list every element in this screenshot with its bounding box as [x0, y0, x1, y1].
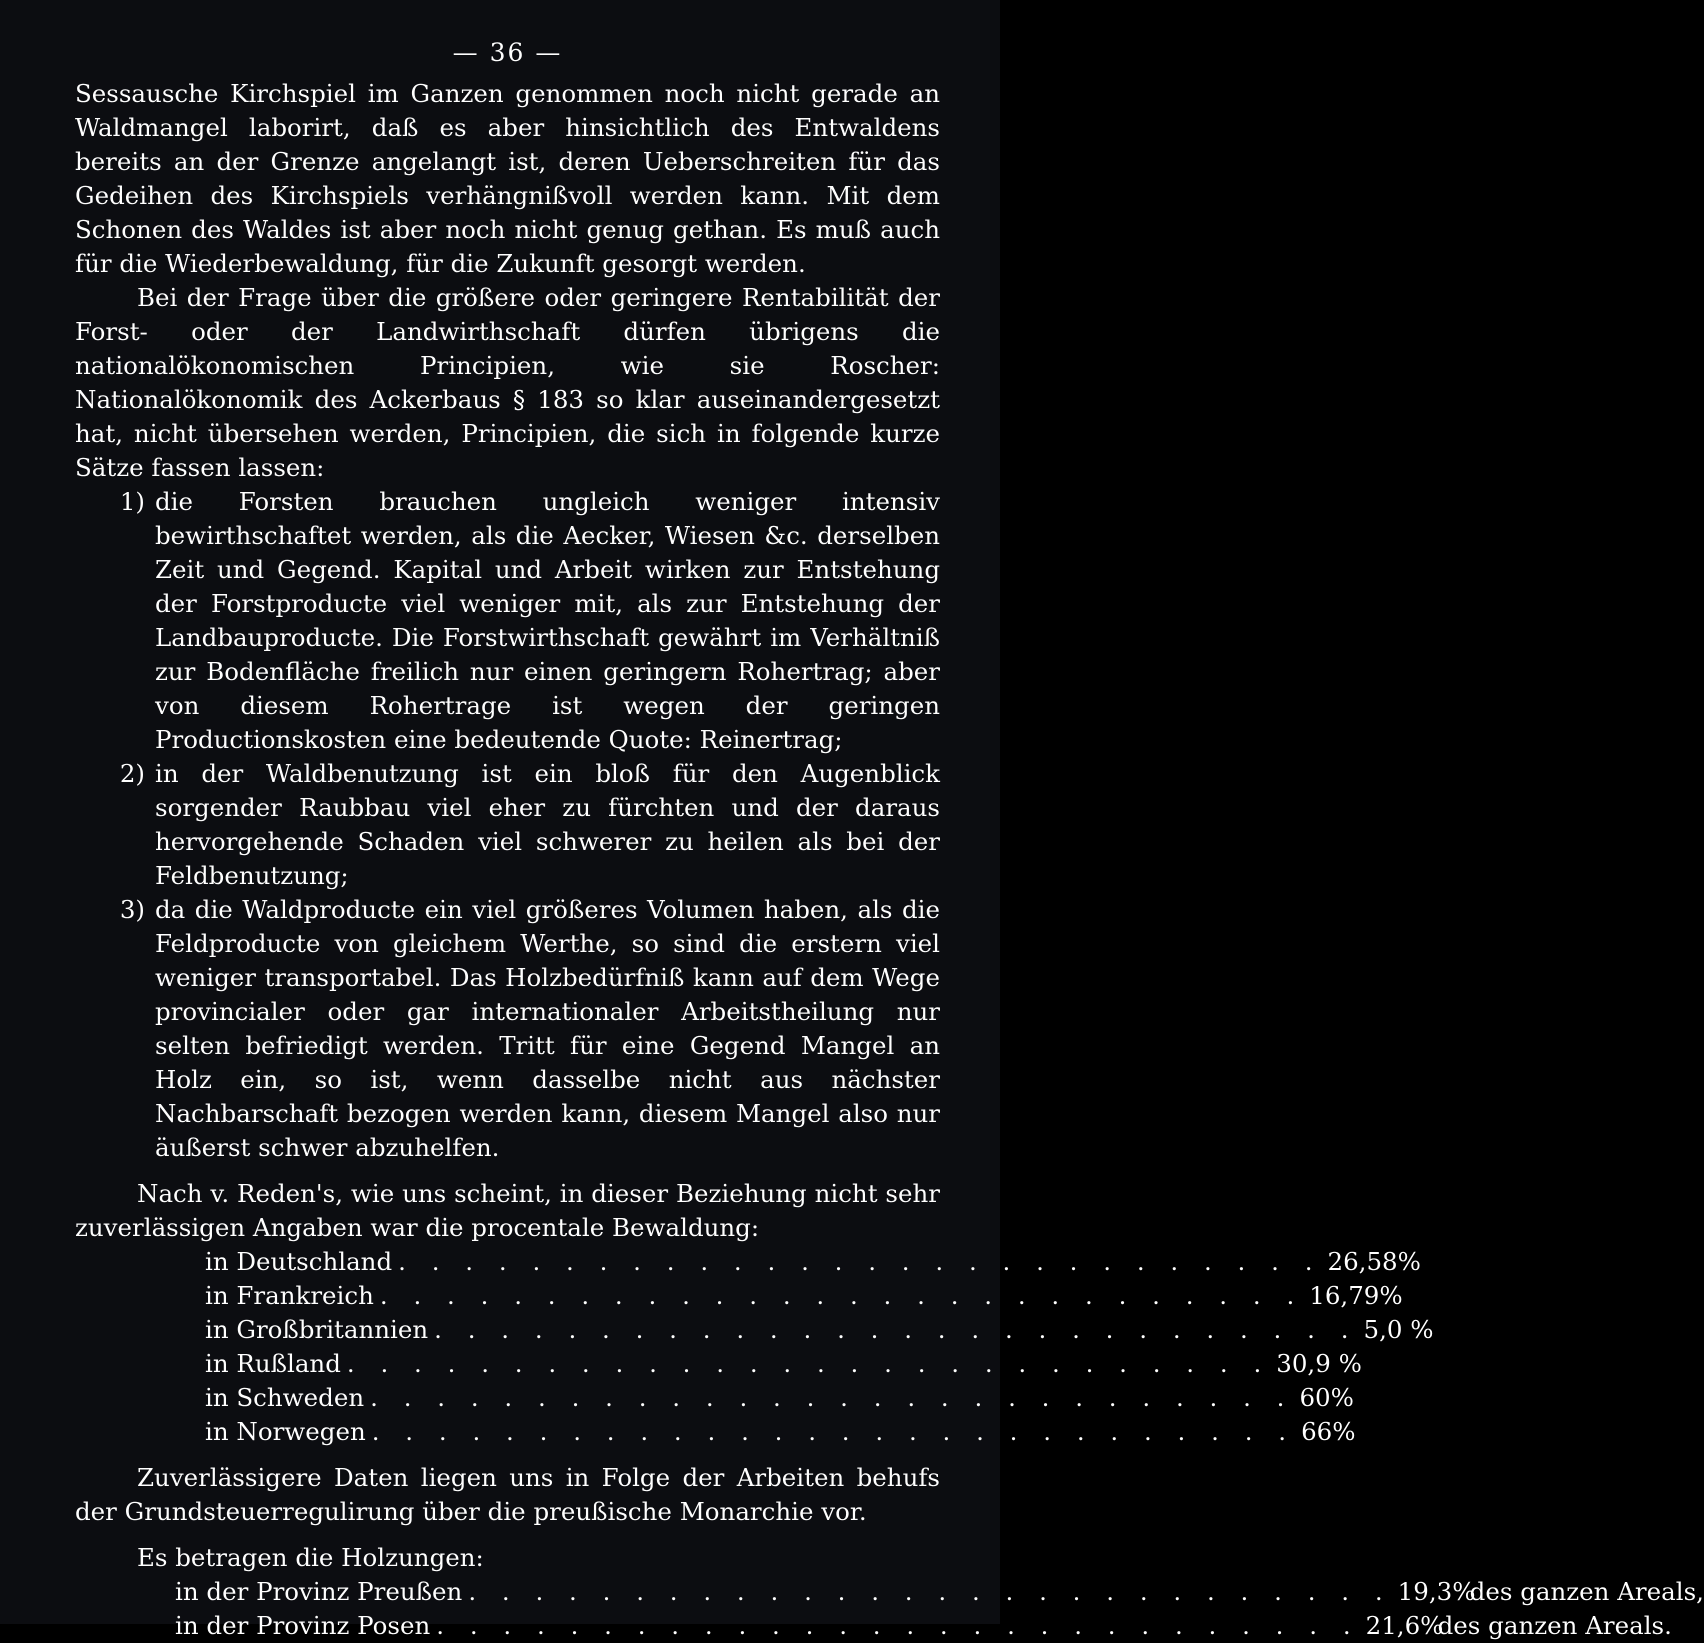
stat-value: 5,0 %: [1363, 1315, 1434, 1344]
leader-dots: . . . . . . . . . . . . . . . . . . . . . . . . . . . .: [468, 1577, 1392, 1606]
province-value: 19,3%: [1397, 1577, 1476, 1606]
stat-row: [205, 1415, 1356, 1449]
province-label: in der Provinz Preußen: [175, 1577, 463, 1606]
stat-country: in Großbritannien: [205, 1315, 429, 1344]
list-number: 2): [119, 759, 145, 788]
stat-value: 26,58%: [1327, 1247, 1421, 1276]
stat-row: [205, 1347, 1362, 1381]
leader-dots: . . . . . . . . . . . . . . . . . . . . . . . . . . . .: [370, 1383, 1294, 1412]
leader-dots: . . . . . . . . . . . . . . . . . . . . . . . . . . . .: [434, 1315, 1358, 1344]
paragraph-1: Sessausche Kirchspiel im Ganzen genommen noch nicht gerade an Waldmangel laborirt, daß es aber hinsichtlich des Entwaldens bereits an der Grenze angelangt ist, deren Ueberschreiten für das Gedeihen des Kirchspiels verhängnißvoll werden kann. Mit dem Schonen des Waldes ist aber noch nicht genug gethan. Es muß auch für die Wiederbewaldung, für die Zukunft gesorgt werden.: [75, 79, 940, 278]
leader-dots: . . . . . . . . . . . . . . . . . . . . . . . . . . . .: [371, 1417, 1296, 1446]
list-item: [75, 757, 940, 893]
forest-stats-table: [205, 1245, 1434, 1449]
list-text: in der Waldbenutzung ist ein bloß für den Augenblick sorgender Raubbau viel eher zu fürchten und der daraus hervorgehende Schaden viel schwerer zu heilen als bei der Feldbenutzung;: [155, 759, 940, 890]
stat-country: in Norwegen: [205, 1417, 366, 1446]
stat-value: 30,9 %: [1276, 1349, 1362, 1378]
stat-country: in Frankreich: [205, 1281, 374, 1310]
stat-country: in Deutschland: [205, 1247, 393, 1276]
stat-country: in Rußland: [205, 1349, 341, 1378]
list-number: 3): [119, 895, 145, 924]
province-row: [175, 1575, 1704, 1609]
stats-intro: Nach v. Reden's, wie uns scheint, in dieser Beziehung nicht sehr zuverlässigen Angaben war die procentale Bewaldung:: [75, 1179, 940, 1242]
province-value: 21,6%: [1365, 1611, 1444, 1640]
province-label: in der Provinz Posen: [175, 1611, 431, 1640]
leader-dots: . . . . . . . . . . . . . . . . . . . . . . . . . . . .: [398, 1247, 1322, 1276]
stat-value: 66%: [1301, 1417, 1356, 1446]
province-row: [175, 1609, 1672, 1643]
leader-dots: . . . . . . . . . . . . . . . . . . . . . . . . . . . .: [379, 1281, 1304, 1310]
paragraph-after-stats: Zuverlässigere Daten liegen uns in Folge der Arbeiten behufs der Grundsteuerregulirung über die preußische Monarchie vor.: [75, 1463, 940, 1526]
stat-row: [205, 1381, 1354, 1415]
stat-value: 60%: [1299, 1383, 1354, 1412]
leader-dots: . . . . . . . . . . . . . . . . . . . . . . . . . . . .: [346, 1349, 1271, 1378]
province-tail: des ganzen Areals,: [1469, 1577, 1704, 1606]
list-item: [75, 893, 940, 1165]
list-item: [75, 485, 940, 757]
list-text: die Forsten brauchen ungleich weniger intensiv bewirthschaftet werden, als die Aecker, Wiesen &c. derselben Zeit und Gegend. Kapital und Arbeit wirken zur Entstehung der Forstproducte viel weniger mit, als zur Entstehung der Landbauproducte. Die Forstwirthschaft gewährt im Verhältniß zur Bodenfläche freilich nur einen geringern Rohertrag; aber von diesem Rohertrage ist wegen der geringen Productionskosten eine bedeutende Quote: Reinertrag;: [155, 487, 940, 754]
stat-row: [205, 1245, 1421, 1279]
paragraph-2: Bei der Frage über die größere oder geringere Rentabilität der Forst- oder der Landwirthschaft dürfen übrigens die nationalökonomischen Principien, wie sie Roscher: Nationalökonomik des Ackerbaus § 183 so klar auseinandergesetzt hat, nicht übersehen werden, Principien, die sich in folgende kurze Sätze fassen lassen:: [75, 283, 940, 482]
holzungen-intro: Es betragen die Holzungen:: [137, 1543, 484, 1572]
stat-country: in Schweden: [205, 1383, 365, 1412]
stat-value: 16,79%: [1309, 1281, 1403, 1310]
province-stats: [175, 1575, 1704, 1643]
stat-row: [205, 1313, 1434, 1347]
page-number: — 36 —: [452, 38, 563, 67]
list-number: 1): [119, 487, 145, 516]
leader-dots: . . . . . . . . . . . . . . . . . . . . . . . . . . . .: [436, 1611, 1360, 1640]
stat-row: [205, 1279, 1403, 1313]
province-tail: des ganzen Areals.: [1437, 1611, 1672, 1640]
list-text: da die Waldproducte ein viel größeres Volumen haben, als die Feldproducte von gleichem Werthe, so sind die erstern viel weniger transportabel. Das Holzbedürfniß kann auf dem Wege provincialer oder gar internationaler Arbeitstheilung nur selten befriedigt werden. Tritt für eine Gegend Mangel an Holz ein, so ist, wenn dasselbe nicht aus nächster Nachbarschaft bezogen werden kann, diesem Mangel also nur äußerst schwer abzuhelfen.: [155, 895, 940, 1162]
